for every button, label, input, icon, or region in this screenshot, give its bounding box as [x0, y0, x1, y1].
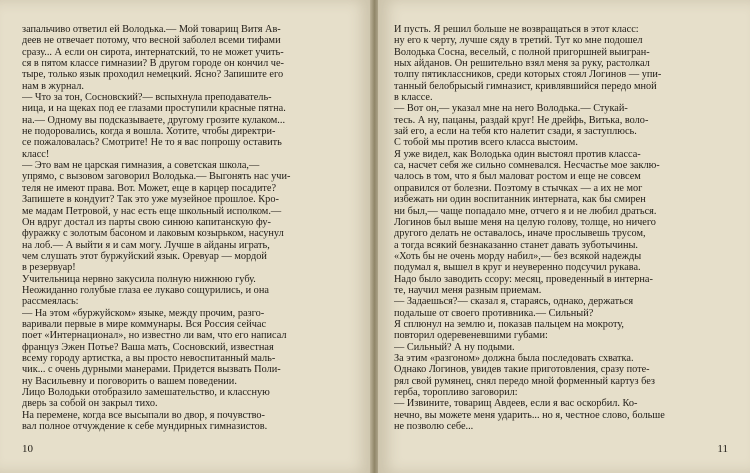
- text-line: не подоровались, когда я вошла. Хотите, чтобы директри-: [22, 126, 276, 138]
- left-page-text: [22, 24, 360, 432]
- text-line: в резервуар!: [22, 262, 76, 274]
- text-line: всему городу артистка, а вы просто невоспитанный маль-: [22, 352, 276, 364]
- text-line: герба, торопливо заговорил:: [394, 387, 518, 398]
- text-line: француз Эжен Потье? Ваша мать, Сосновский, известная: [22, 341, 274, 353]
- text-line: чалось в том, что я был маловат ростом и еще не совсем: [394, 171, 641, 183]
- text-line: Лицо Володьки отобразило замешательство, и классную: [22, 387, 270, 398]
- text-line: чик... с очень дурными манерами. Придется вызвать Поли-: [22, 364, 281, 376]
- text-line: на лоб.— А выйти я и сам могу. Лучше в айданы играть,: [22, 239, 270, 251]
- text-line: рассмеялась:: [22, 296, 79, 308]
- right-page-text: [394, 24, 732, 432]
- text-line: Володька Сосна, веселый, с полной пригоршней выигран-: [394, 46, 650, 58]
- text-line: — На этом «буржуйском» языке, между прочим, разго-: [22, 307, 265, 319]
- text-line: — Вот он,— указал мне на него Володька.— Стукай-: [394, 103, 628, 115]
- text-line: сразу... А если он сирота, интернатский, то не может учить-: [22, 46, 284, 58]
- text-line: не позволю себе...: [394, 421, 474, 433]
- text-line: другого делать не оставалось, иначе прослывешь трусом,: [394, 228, 646, 240]
- text-line: ну его к черту, лучше сяду в третий. Тут ко мне подошел: [394, 35, 643, 47]
- left-page: [0, 0, 372, 473]
- text-line: ных айданов. Он решительно взял меня за руку, растолкал: [394, 58, 650, 70]
- left-page-number: 10: [22, 443, 33, 455]
- text-line: На перемене, когда все высыпали во двор, я почувство-: [22, 409, 265, 421]
- text-line: класс!: [22, 148, 50, 160]
- text-line: ница, и на щеках под ее глазами проступили красные пятна.: [22, 103, 286, 115]
- text-line: Неожиданно голубые глаза ее лукаво сощурились, и она: [22, 284, 269, 296]
- text-line: нам в журнал.: [22, 80, 84, 92]
- text-line: ме мадам Петровой, у нас есть еще школьный исполком.—: [22, 205, 282, 217]
- right-page: [378, 0, 750, 473]
- text-line: С тобой мы против всего класса выстоим.: [394, 137, 578, 149]
- text-line: зай его, а если на тебя кто налетит сзади, я заступлюсь.: [394, 126, 637, 138]
- text-line: оправился от болезни. Поэтому в стычках — а их не мог: [394, 182, 643, 194]
- text-line: тыре, только язык проходил немецкий. Ясно? Запишите его: [22, 69, 284, 81]
- text-line: ни был,— чаще попадало мне, отчего я и не любил драться.: [394, 205, 657, 217]
- text-line: деев не отвечает потому, что весной заболел всеми тифами: [22, 35, 281, 47]
- text-line: Запишете в кондуит? Так это уже музейное прошлое. Кро-: [22, 194, 279, 206]
- text-line: теля не имеют права. Вот. Может, еще в карцер посадите?: [22, 182, 277, 194]
- text-line: толпу пятиклассников, среди которых стоял Логинов — упи-: [394, 69, 662, 81]
- text-line: фуражку с золотым басоном и лаковым козырьком, насунул: [22, 228, 284, 240]
- text-line: подумал я, вышел в круг и неуверенно подсучил рукава.: [394, 262, 641, 274]
- text-line: — Сильный? А ну подыми.: [394, 341, 515, 353]
- text-line: поет «Интернационал», но известно ли вам, что его написал: [22, 330, 287, 342]
- right-page-number: 11: [717, 443, 728, 455]
- text-line: са, насчет себя же сильно сомневался. Несчастье мое заклю-: [394, 160, 660, 172]
- text-line: подальше от своего противника.— Сильный?: [394, 307, 594, 319]
- text-line: на.— Одному вы подсказываете, другому грозите кулаком...: [22, 114, 286, 126]
- text-line: И пусть. Я решил больше не возвращаться в этот класс:: [394, 24, 639, 35]
- text-line: в классе.: [394, 92, 433, 104]
- text-line: Учительница нервно закусила полную нижнюю губу.: [22, 273, 256, 285]
- text-line: повторил одеревеневшими губами:: [394, 330, 548, 342]
- text-line: варивали первые в мире коммунары. Вся Россия сейчас: [22, 318, 267, 330]
- text-line: запальчиво ответил ей Володька.— Мой товарищ Витя Ав-: [22, 24, 281, 35]
- text-line: избежать ни один воспитанник интерната, как бы смирен: [394, 194, 646, 206]
- text-line: танный белобрысый гимназист, кривлявшийся передо мной: [394, 80, 657, 92]
- text-line: Я уже видел, как Володька один выстоял против класса-: [394, 148, 641, 160]
- text-line: Он вдруг достал из парты свою синюю капитанскую фу-: [22, 216, 271, 228]
- text-line: — Это вам не царская гимназия, а советская школа,—: [22, 160, 260, 172]
- text-line: тесь. А ну, пацаны, раздай круг! Не дрейфь, Витька, воло-: [394, 114, 649, 126]
- text-line: ну Васильевну и поговорить о вашем поведении.: [22, 375, 237, 387]
- text-line: — Извините, товарищ Авдеев, если я вас оскорбил. Ко-: [394, 398, 638, 410]
- text-line: те, научил меня разным приемам.: [394, 284, 542, 296]
- text-line: рял свой румянец, снял передо мной форменный картуз без: [394, 375, 655, 387]
- text-line: упрямо, с вызовом заговорил Володька.— Выгонять нас учи-: [22, 171, 291, 183]
- text-line: Надо было заводить ссору: месяц, проведенный в интерна-: [394, 273, 653, 285]
- text-line: чем слушать этот буржуйский язык. Оревуар — мордой: [22, 250, 267, 262]
- text-line: Я сплюнул на землю и, показав пальцем на мокроту,: [394, 318, 625, 330]
- text-line: За этим «разгоном» должна была последовать схватка.: [394, 352, 634, 364]
- text-line: вал полное отчуждение к себе мундирных гимназистов.: [22, 421, 268, 433]
- text-line: а тогда всякий безнаказанно станет давать зуботычины.: [394, 239, 638, 251]
- text-line: дверь за собой он закрыл тихо.: [22, 398, 158, 410]
- text-line: — Задаешься?— сказал я, стараясь, однако, держаться: [394, 296, 634, 308]
- text-line: ся в пятом классе гимназии? В другом городе он кончил че-: [22, 58, 284, 70]
- text-line: — Что за тон, Сосновский?— вспыхнула преподаватель-: [22, 92, 272, 104]
- text-line: Однако Логинов, увидев такие приготовления, сразу поте-: [394, 364, 650, 376]
- text-line: «Хоть бы не очень морду набил»,— без всякой надежды: [394, 250, 642, 262]
- text-line: нечно, вы можете меня ударить... но я, честное слово, больше: [394, 409, 665, 421]
- text-line: се пожаловалась? Смотрите! Не то я вас попрошу оставить: [22, 137, 282, 149]
- text-line: Логинов был выше меня на целую голову, толще, но ничего: [394, 216, 656, 228]
